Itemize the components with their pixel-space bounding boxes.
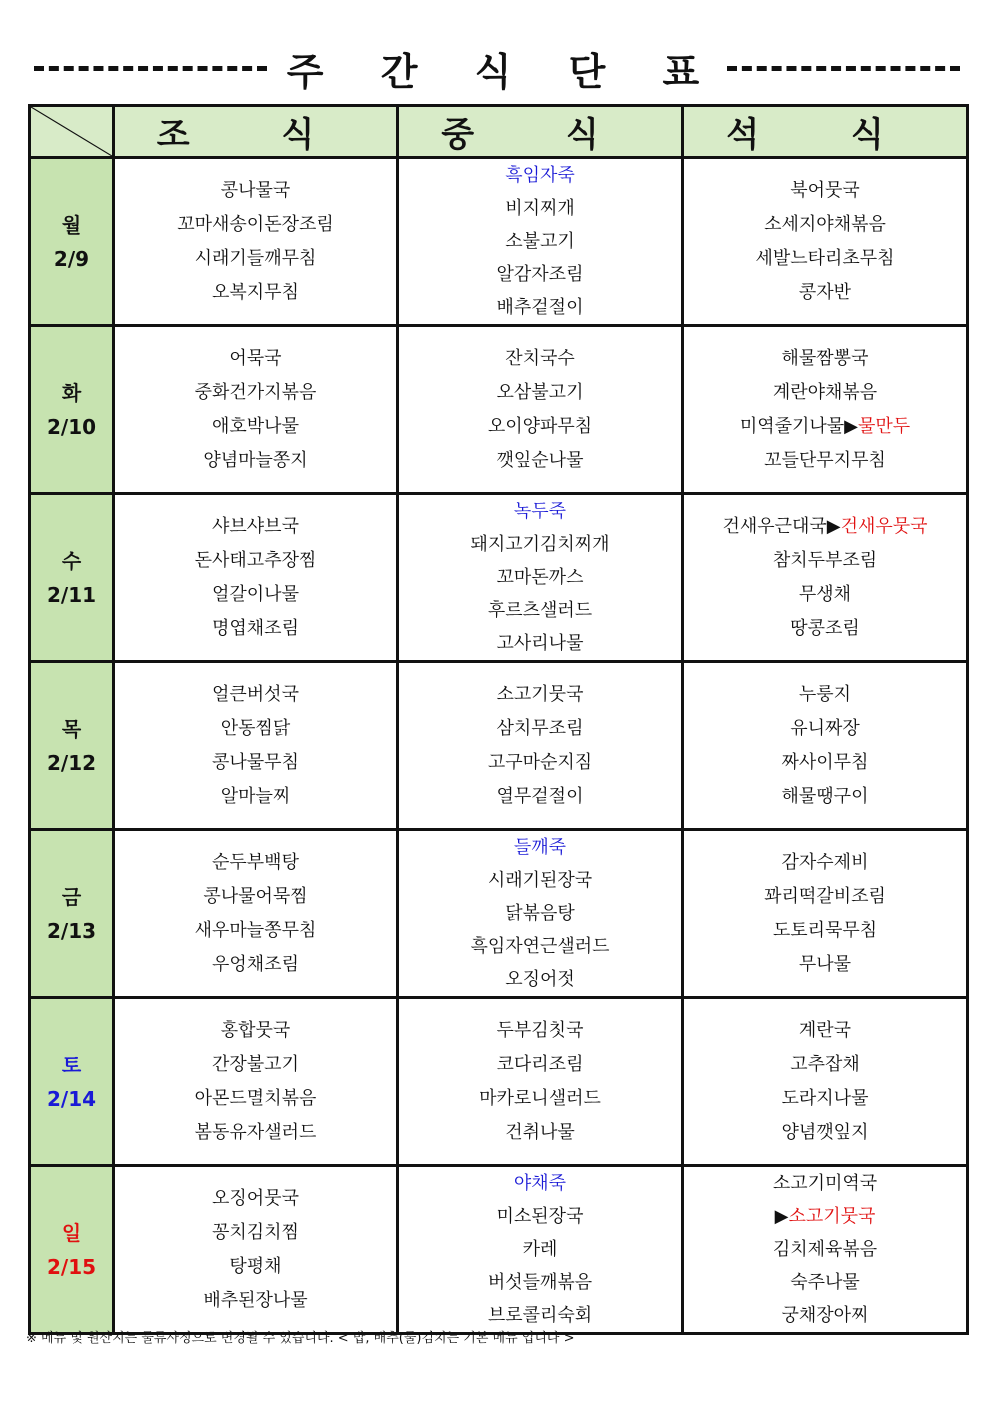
menu-item-text: 북어뭇국 bbox=[790, 179, 860, 201]
lunch-items bbox=[399, 1014, 681, 1150]
menu-item bbox=[514, 831, 566, 864]
dinner-items bbox=[684, 1014, 966, 1150]
weekly-menu-table bbox=[28, 104, 969, 1335]
menu-item bbox=[488, 1266, 592, 1299]
menu-item bbox=[212, 276, 299, 310]
menu-item bbox=[782, 846, 869, 880]
menu-item bbox=[764, 208, 886, 242]
menu-item-text: 명엽채조림 bbox=[212, 617, 299, 639]
lunch-items bbox=[399, 342, 681, 478]
menu-item-text: 꽈리떡갈비조림 bbox=[764, 885, 886, 907]
menu-item bbox=[799, 678, 851, 712]
menu-item-text: 두부김칫국 bbox=[496, 1019, 584, 1041]
menu-item bbox=[229, 342, 281, 376]
day-name: 금 bbox=[61, 884, 82, 909]
menu-item-text: 새우마늘쫑무침 bbox=[194, 919, 317, 941]
breakfast-cell bbox=[114, 158, 398, 326]
menu-item-text: 마카로니샐러드 bbox=[479, 1087, 601, 1109]
menu-item-text: 유니짜장 bbox=[790, 717, 860, 739]
day-row bbox=[30, 326, 968, 494]
menu-item bbox=[497, 291, 584, 324]
menu-item-text: 소고기뭇국 bbox=[496, 683, 584, 705]
corner-cell bbox=[30, 106, 114, 158]
menu-item bbox=[790, 612, 860, 646]
menu-item-substitute: 물만두 bbox=[858, 415, 911, 437]
menu-item-text: 콩나물어묵찜 bbox=[203, 885, 308, 907]
menu-item bbox=[790, 174, 860, 208]
dinner-items bbox=[684, 1167, 966, 1332]
menu-item-text: 코다리조림 bbox=[496, 1053, 584, 1075]
menu-item bbox=[523, 1233, 558, 1266]
day-cell bbox=[30, 998, 114, 1166]
menu-item bbox=[505, 963, 575, 996]
day-date: 2/12 bbox=[46, 750, 97, 775]
menu-item bbox=[479, 1082, 601, 1116]
menu-item bbox=[212, 578, 299, 612]
day-cell bbox=[30, 830, 114, 998]
menu-item-text: 닭볶음탕 bbox=[505, 903, 575, 924]
dinner-cell bbox=[683, 830, 968, 998]
menu-item bbox=[755, 242, 894, 276]
menu-item bbox=[497, 258, 584, 291]
breakfast-items bbox=[115, 1182, 396, 1318]
day-date: 2/11 bbox=[46, 582, 97, 607]
menu-item-text: 오이양파무침 bbox=[487, 415, 593, 437]
menu-item-text: 꼬마새송이돈장조림 bbox=[177, 213, 334, 235]
menu-item bbox=[177, 208, 334, 242]
day-name: 일 bbox=[61, 1220, 82, 1245]
menu-item-text: 봄동유자샐러드 bbox=[194, 1121, 317, 1143]
menu-item-text: 미역줄기나물▶ bbox=[739, 415, 858, 437]
menu-item bbox=[195, 1116, 317, 1150]
day-name: 수 bbox=[61, 548, 82, 573]
footnote: ※ 메뉴 및 원산지는 물류사정으로 변경될 수 있습니다. < 밥, 배추(물)김치는 기본 메뉴 입니다 > bbox=[26, 1331, 575, 1346]
menu-item-text: 땅콩조림 bbox=[790, 617, 860, 639]
breakfast-cell bbox=[114, 494, 398, 662]
breakfast-cell bbox=[114, 830, 398, 998]
dinner-cell bbox=[683, 158, 968, 326]
menu-item bbox=[212, 612, 299, 646]
menu-item bbox=[799, 276, 851, 310]
lunch-cell bbox=[398, 998, 683, 1166]
day-date: 2/14 bbox=[46, 1086, 97, 1111]
dinner-cell bbox=[683, 1166, 968, 1334]
menu-item bbox=[497, 444, 584, 478]
menu-item bbox=[497, 1048, 584, 1082]
menu-item-text: 소불고기 bbox=[505, 231, 575, 252]
menu-item-text: 궁채장아찌 bbox=[781, 1305, 869, 1326]
menu-item bbox=[488, 594, 592, 627]
menu-item bbox=[497, 1014, 584, 1048]
menu-item-text: 세발느타리초무침 bbox=[755, 247, 895, 269]
menu-item bbox=[782, 780, 869, 814]
menu-item-text: 감자수제비 bbox=[781, 851, 869, 873]
breakfast-items bbox=[115, 342, 396, 478]
menu-item bbox=[799, 578, 851, 612]
menu-item-text: 얼갈이나물 bbox=[212, 583, 299, 605]
lunch-cell bbox=[398, 830, 683, 998]
menu-item-text: 시래기들깨무침 bbox=[194, 247, 317, 269]
header-dinner: 석 식 bbox=[683, 106, 968, 158]
menu-item-text: 도토리묵무침 bbox=[772, 919, 878, 941]
breakfast-cell bbox=[114, 326, 398, 494]
menu-item bbox=[514, 1167, 566, 1200]
menu-item bbox=[773, 1233, 877, 1266]
menu-item-text: 얼큰버섯국 bbox=[212, 683, 299, 705]
menu-item-text: 고사리나물 bbox=[496, 633, 584, 654]
menu-item bbox=[497, 376, 584, 410]
dinner-items bbox=[684, 174, 966, 310]
menu-item-text: 어묵국 bbox=[229, 347, 282, 369]
menu-item bbox=[497, 678, 584, 712]
dinner-cell bbox=[683, 494, 968, 662]
menu-item bbox=[782, 1116, 869, 1150]
menu-item-text: 깻잎순나물 bbox=[496, 449, 584, 471]
menu-item-text: 흑임자연근샐러드 bbox=[470, 936, 610, 957]
day-cell bbox=[30, 1166, 114, 1334]
menu-item-text: 콩나물국 bbox=[220, 179, 291, 201]
menu-item-text: 양념마늘쫑지 bbox=[203, 449, 308, 471]
lunch-items bbox=[399, 495, 681, 660]
menu-item-substitute: 건새우뭇국 bbox=[840, 515, 928, 537]
menu-item bbox=[203, 444, 307, 478]
menu-item bbox=[799, 1014, 851, 1048]
menu-item bbox=[195, 1082, 317, 1116]
lunch-cell bbox=[398, 494, 683, 662]
menu-item-text: ▶ bbox=[774, 1206, 789, 1227]
menu-item bbox=[203, 880, 307, 914]
day-name: 화 bbox=[61, 380, 82, 405]
title-dashes-right bbox=[727, 66, 960, 71]
dinner-items bbox=[684, 678, 966, 814]
menu-item bbox=[782, 746, 869, 780]
menu-item-text: 건새우근대국▶ bbox=[722, 515, 841, 537]
menu-item bbox=[212, 1182, 299, 1216]
page-title bbox=[28, 38, 966, 98]
menu-item-substitute: 소고기뭇국 bbox=[788, 1206, 876, 1227]
header-lunch: 중 식 bbox=[398, 106, 683, 158]
dinner-items bbox=[684, 846, 966, 982]
day-date: 2/15 bbox=[46, 1254, 97, 1279]
menu-item-text: 계란국 bbox=[798, 1019, 852, 1041]
lunch-cell bbox=[398, 158, 683, 326]
menu-item bbox=[790, 1048, 860, 1082]
menu-item bbox=[195, 914, 317, 948]
menu-item-text: 오삼불고기 bbox=[496, 381, 584, 403]
menu-item-text: 미소된장국 bbox=[496, 1206, 584, 1227]
day-name: 토 bbox=[61, 1052, 82, 1077]
menu-item bbox=[505, 897, 575, 930]
menu-item-text: 중화건가지볶음 bbox=[194, 381, 317, 403]
menu-item bbox=[221, 712, 291, 746]
menu-item-text: 잔치국수 bbox=[505, 347, 575, 369]
menu-item bbox=[203, 1284, 307, 1318]
menu-item-text: 양념깻잎지 bbox=[781, 1121, 869, 1143]
menu-item bbox=[782, 1299, 869, 1332]
menu-item-text: 알감자조림 bbox=[496, 264, 584, 285]
menu-item-text: 고추잡채 bbox=[790, 1053, 860, 1075]
menu-item-text: 오복지무침 bbox=[212, 281, 299, 303]
lunch-items bbox=[399, 678, 681, 814]
day-cell bbox=[30, 494, 114, 662]
menu-item-text: 짜사이무침 bbox=[781, 751, 869, 773]
menu-item-text: 무나물 bbox=[798, 953, 852, 975]
day-cell bbox=[30, 326, 114, 494]
menu-item-text: 아몬드멸치볶음 bbox=[194, 1087, 317, 1109]
menu-item bbox=[773, 914, 877, 948]
menu-item-text: 꽁치김치찜 bbox=[212, 1221, 299, 1243]
day-cell bbox=[30, 662, 114, 830]
menu-item-text: 열무겉절이 bbox=[496, 785, 584, 807]
menu-item-text: 돈사태고추장찜 bbox=[194, 549, 317, 571]
day-name: 목 bbox=[61, 716, 82, 741]
menu-item-text: 해물짬뽕국 bbox=[781, 347, 869, 369]
breakfast-items bbox=[115, 846, 396, 982]
menu-item bbox=[740, 410, 910, 444]
menu-item bbox=[775, 1200, 876, 1233]
menu-item-text: 흑임자죽 bbox=[505, 165, 575, 186]
menu-body bbox=[30, 158, 968, 1334]
menu-item-text: 녹두죽 bbox=[513, 501, 567, 522]
menu-item bbox=[790, 712, 860, 746]
breakfast-items bbox=[115, 174, 396, 310]
menu-item-text: 알마늘찌 bbox=[220, 785, 291, 807]
menu-item bbox=[221, 174, 291, 208]
menu-item bbox=[195, 242, 317, 276]
menu-item bbox=[782, 342, 869, 376]
menu-item-text: 돼지고기김치찌개 bbox=[470, 534, 610, 555]
menu-item-text: 시래기된장국 bbox=[487, 870, 593, 891]
dinner-cell bbox=[683, 662, 968, 830]
menu-item bbox=[221, 780, 291, 814]
menu-item-text: 배추겉절이 bbox=[496, 297, 584, 318]
menu-item bbox=[782, 1082, 869, 1116]
menu-item-text: 우엉채조림 bbox=[212, 953, 299, 975]
menu-item-text: 김치제육볶음 bbox=[772, 1239, 878, 1260]
menu-item-text: 탕평채 bbox=[229, 1255, 282, 1277]
menu-item-text: 야채죽 bbox=[513, 1173, 567, 1194]
menu-item bbox=[773, 1167, 877, 1200]
menu-item bbox=[505, 342, 575, 376]
menu-item bbox=[505, 225, 575, 258]
menu-item-text: 간장불고기 bbox=[212, 1053, 299, 1075]
menu-item-text: 꼬마돈까스 bbox=[496, 567, 584, 588]
menu-item bbox=[212, 846, 299, 880]
menu-item bbox=[195, 376, 317, 410]
menu-item bbox=[497, 561, 584, 594]
menu-item-text: 카레 bbox=[522, 1239, 558, 1260]
breakfast-cell bbox=[114, 662, 398, 830]
breakfast-cell bbox=[114, 998, 398, 1166]
menu-item-text: 건취나물 bbox=[505, 1121, 575, 1143]
lunch-cell bbox=[398, 1166, 683, 1334]
day-name: 월 bbox=[61, 212, 82, 237]
menu-item-text: 누룽지 bbox=[798, 683, 852, 705]
dinner-items bbox=[684, 510, 966, 646]
menu-item-text: 무생채 bbox=[798, 583, 852, 605]
diagonal-line bbox=[31, 107, 112, 156]
menu-item bbox=[773, 544, 877, 578]
menu-item-text: 홍합뭇국 bbox=[220, 1019, 291, 1041]
menu-item bbox=[488, 410, 592, 444]
menu-item-text: 콩나물무침 bbox=[212, 751, 299, 773]
menu-item bbox=[212, 410, 299, 444]
menu-item-text: 해물땡구이 bbox=[781, 785, 869, 807]
menu-item bbox=[470, 930, 609, 963]
lunch-cell bbox=[398, 326, 683, 494]
dinner-cell bbox=[683, 326, 968, 494]
day-row bbox=[30, 158, 968, 326]
day-date: 2/10 bbox=[46, 414, 97, 439]
menu-item bbox=[722, 510, 927, 544]
menu-item bbox=[505, 1116, 575, 1150]
menu-item bbox=[229, 1250, 281, 1284]
menu-item-text: 애호박나물 bbox=[212, 415, 299, 437]
menu-item-text: 꼬들단무지무침 bbox=[764, 449, 886, 471]
menu-item-text: 콩자반 bbox=[798, 281, 852, 303]
menu-item-text: 들깨죽 bbox=[513, 837, 567, 858]
menu-item-text: 오징어뭇국 bbox=[212, 1187, 299, 1209]
title-text: 주 간 식 단 표 bbox=[286, 49, 722, 94]
menu-item bbox=[790, 1266, 860, 1299]
menu-item-text: 오징어젓 bbox=[505, 969, 575, 990]
menu-item-text: 참치두부조림 bbox=[772, 549, 878, 571]
menu-item bbox=[497, 780, 584, 814]
header-breakfast: 조 식 bbox=[114, 106, 398, 158]
menu-item-text: 배추된장나물 bbox=[203, 1289, 308, 1311]
menu-item bbox=[488, 864, 592, 897]
menu-item-text: 고구마순지짐 bbox=[487, 751, 593, 773]
menu-item-text: 버섯들깨볶음 bbox=[487, 1272, 593, 1293]
menu-item bbox=[773, 376, 877, 410]
menu-item bbox=[212, 1048, 299, 1082]
menu-item bbox=[514, 495, 566, 528]
menu-item bbox=[799, 948, 851, 982]
menu-item-text: 계란야채볶음 bbox=[772, 381, 878, 403]
menu-item-text: 후르츠샐러드 bbox=[487, 600, 593, 621]
menu-item bbox=[212, 510, 299, 544]
breakfast-items bbox=[115, 678, 396, 814]
menu-item-text: 소고기미역국 bbox=[772, 1173, 878, 1194]
menu-item bbox=[221, 1014, 291, 1048]
lunch-items bbox=[399, 831, 681, 996]
day-row bbox=[30, 830, 968, 998]
day-date: 2/13 bbox=[46, 918, 97, 943]
breakfast-items bbox=[115, 1014, 396, 1150]
menu-item-text: 순두부백탕 bbox=[212, 851, 299, 873]
menu-item-text: 안동찜닭 bbox=[220, 717, 291, 739]
day-row bbox=[30, 494, 968, 662]
day-row bbox=[30, 998, 968, 1166]
dinner-items bbox=[684, 342, 966, 478]
menu-item bbox=[470, 528, 609, 561]
menu-item bbox=[764, 880, 886, 914]
title-dashes-left bbox=[34, 66, 267, 71]
dinner-cell bbox=[683, 998, 968, 1166]
menu-item-text: 도라지나물 bbox=[781, 1087, 869, 1109]
lunch-cell bbox=[398, 662, 683, 830]
lunch-items bbox=[399, 1167, 681, 1332]
menu-item bbox=[764, 444, 886, 478]
day-date: 2/9 bbox=[53, 246, 90, 271]
header-row bbox=[30, 106, 968, 158]
menu-item-text: 비지찌개 bbox=[505, 198, 575, 219]
menu-item bbox=[497, 1200, 584, 1233]
menu-item bbox=[212, 746, 299, 780]
menu-item bbox=[212, 678, 299, 712]
breakfast-items bbox=[115, 510, 396, 646]
menu-item bbox=[212, 1216, 299, 1250]
day-row bbox=[30, 1166, 968, 1334]
menu-item-text: 브로콜리숙회 bbox=[487, 1305, 593, 1326]
menu-item bbox=[505, 159, 575, 192]
day-cell bbox=[30, 158, 114, 326]
menu-item-text: 샤브샤브국 bbox=[212, 515, 299, 537]
breakfast-cell bbox=[114, 1166, 398, 1334]
day-row bbox=[30, 662, 968, 830]
menu-item-text: 소세지야채볶음 bbox=[764, 213, 886, 235]
menu-item bbox=[497, 712, 584, 746]
lunch-items bbox=[399, 159, 681, 324]
menu-item-text: 삼치무조림 bbox=[496, 717, 584, 739]
menu-item bbox=[505, 192, 575, 225]
menu-item bbox=[488, 746, 592, 780]
menu-item bbox=[497, 627, 584, 660]
menu-item bbox=[212, 948, 299, 982]
menu-item-text: 숙주나물 bbox=[790, 1272, 860, 1293]
menu-item bbox=[195, 544, 317, 578]
